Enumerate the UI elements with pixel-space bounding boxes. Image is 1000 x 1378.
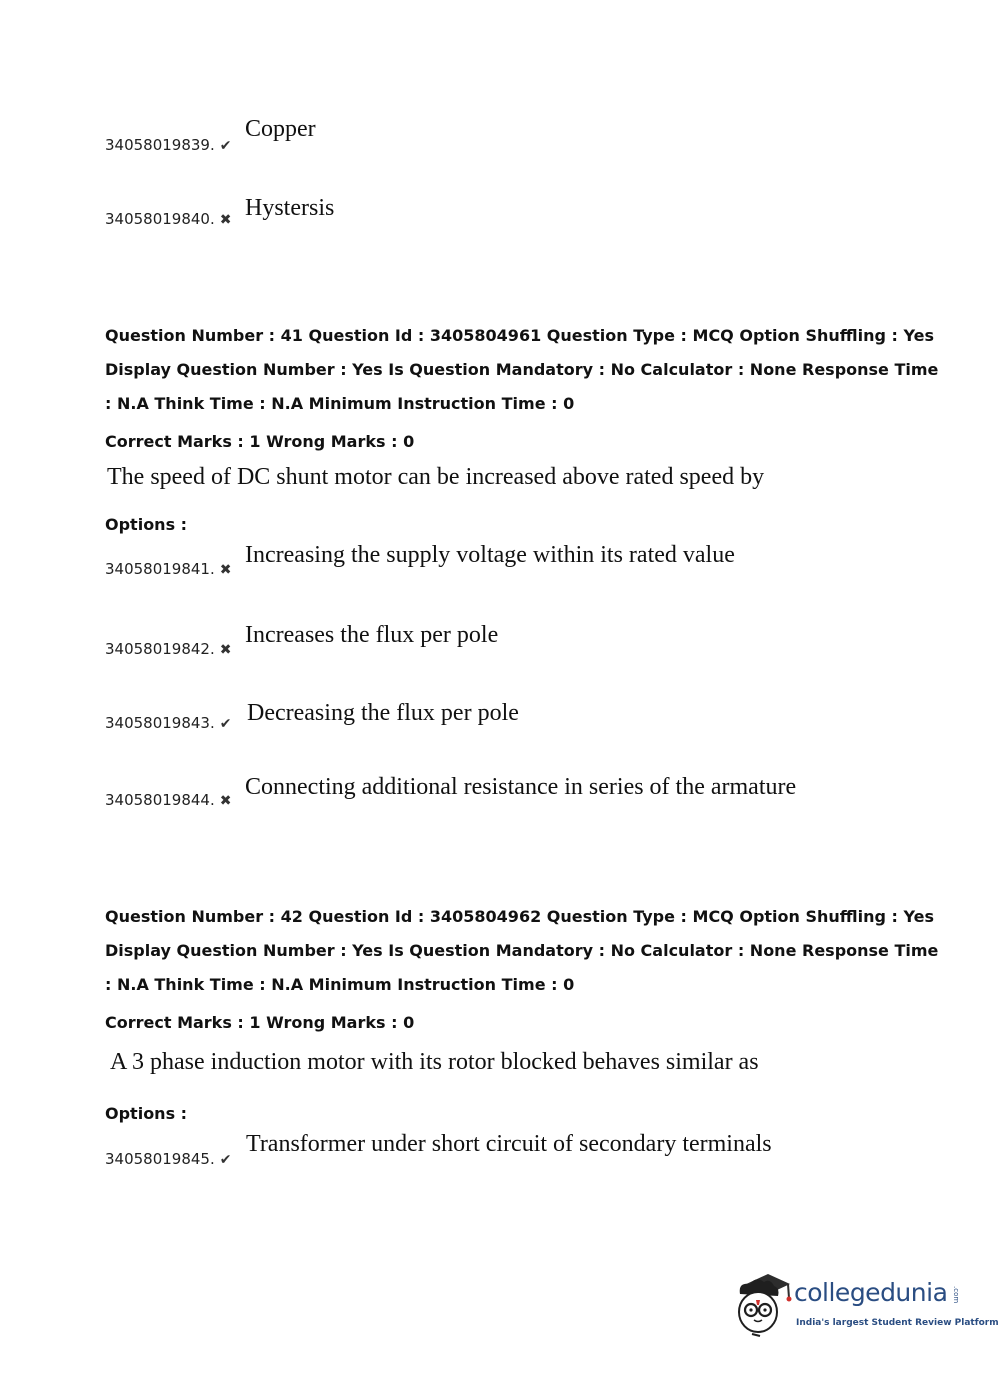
question-text: A 3 phase induction motor with its rotor blocked behaves similar as <box>110 1049 759 1075</box>
logo-tagline: India's largest Student Review Platform <box>796 1318 999 1328</box>
logo-wordmark: collegedunia <box>794 1278 948 1307</box>
question-meta-line: : N.A Think Time : N.A Minimum Instruction Time : 0 <box>105 975 575 994</box>
question-marks: Correct Marks : 1 Wrong Marks : 0 <box>105 1013 415 1032</box>
option-text: Hystersis <box>245 195 335 221</box>
wrong-cross-icon: ✖ <box>219 562 232 578</box>
wrong-cross-icon: ✖ <box>219 793 232 809</box>
wrong-cross-icon: ✖ <box>219 212 232 228</box>
student-mascot-icon <box>734 1272 794 1338</box>
question-meta-line: Question Number : 42 Question Id : 3405804962 Question Type : MCQ Option Shuffling : Yes <box>105 907 935 926</box>
option-id: 34058019845. ✔ <box>105 1150 234 1168</box>
option-text: Copper <box>245 116 316 142</box>
option-text: Increasing the supply voltage within its rated value <box>245 542 735 568</box>
question-meta-line: Display Question Number : Yes Is Question Mandatory : No Calculator : None Response Time <box>105 360 939 379</box>
question-meta-line: Display Question Number : Yes Is Question Mandatory : No Calculator : None Response Time <box>105 941 939 960</box>
correct-check-icon: ✔ <box>219 716 232 732</box>
option-text: Decreasing the flux per pole <box>247 700 519 726</box>
question-marks: Correct Marks : 1 Wrong Marks : 0 <box>105 432 415 451</box>
option-text: Transformer under short circuit of secondary terminals <box>246 1131 772 1157</box>
logo-domain-suffix: .com <box>952 1286 960 1304</box>
options-label: Options : <box>105 515 188 534</box>
option-id: 34058019839. ✔ <box>105 136 234 154</box>
question-text: The speed of DC shunt motor can be increased above rated speed by <box>107 464 765 490</box>
collegedunia-logo <box>734 1272 999 1342</box>
correct-check-icon: ✔ <box>219 138 232 154</box>
question-meta-line: : N.A Think Time : N.A Minimum Instruction Time : 0 <box>105 394 575 413</box>
option-id: 34058019841. ✖ <box>105 560 234 578</box>
option-text: Increases the flux per pole <box>245 622 499 648</box>
options-label: Options : <box>105 1104 188 1123</box>
wrong-cross-icon: ✖ <box>219 642 232 658</box>
option-id: 34058019840. ✖ <box>105 210 234 228</box>
option-id: 34058019844. ✖ <box>105 791 234 809</box>
correct-check-icon: ✔ <box>219 1152 232 1168</box>
option-id: 34058019842. ✖ <box>105 640 234 658</box>
option-id: 34058019843. ✔ <box>105 714 234 732</box>
question-meta-line: Question Number : 41 Question Id : 3405804961 Question Type : MCQ Option Shuffling : Yes <box>105 326 935 345</box>
option-text: Connecting additional resistance in series of the armature <box>245 774 797 800</box>
